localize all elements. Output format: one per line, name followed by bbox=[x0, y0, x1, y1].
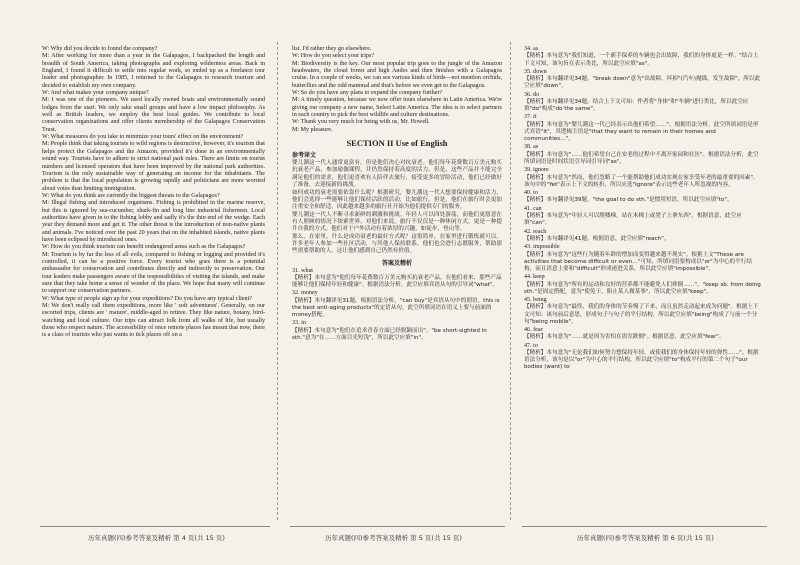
answer-number: 31. what bbox=[292, 267, 313, 274]
text-line: W: What type of people sign up for your expeditions? Do you have any typical client? bbox=[42, 295, 253, 302]
text-line: W: So do you have any plans to expand the company further? bbox=[292, 90, 443, 97]
answer-explanation: 【精析】本句翻译见31题。根据语法分析，"can buy"是宾语从句中的谓语，this is the best anti-aging products"的定语从句，此空所填词语在语义上要与前面的money搭配。 bbox=[292, 297, 500, 319]
answer-number: 36. do bbox=[524, 91, 540, 98]
answer-number: 46. fear bbox=[524, 326, 543, 333]
footer-rule bbox=[290, 526, 505, 527]
answer-explanation: 【精析】本句意为"这些行为随着年龄的增加而变得越来越不现实"。根据上文"These are activities that become difficult or even…"可知，所填词语要构成以"or"为中心的平行结构，而且语意上要和"difficult"形成递进关系，所以此空应填"impossible"。 bbox=[524, 251, 752, 272]
answer-item bbox=[524, 167, 762, 189]
answer-number: 43. impossible bbox=[524, 244, 560, 251]
page-4-column bbox=[30, 0, 275, 565]
answer-number: 33. in bbox=[292, 320, 306, 327]
answer-explanation: 【精析】本句意为"无论我们如何努力想保持年轻，或使我们的身体保持年轻的弹性……"。根据语法分析，该句是以"or"为中心的平行结构，所以此空应填"to"构成平行的第二个句子"our bodies (want) to bbox=[524, 349, 759, 371]
answer-explanation: 【精析】本句意为"婴儿潮这一代已经表示出他们希望……"。根据语法分析，此空所填词语是形式宾语"it"，其逻辑主语是"that they want to remain in their homes and communities…"。 bbox=[524, 121, 759, 143]
answer-number: 34. as bbox=[524, 46, 539, 52]
text-line: M: My pleasure. bbox=[292, 126, 333, 133]
text-line: M: We don't really call them expeditions, more like ' soft adventures'. Generally, on our escorted trips, clients are ' mature', middle-aged to retiree. They like nature, botany, bird-watching and local culture. Our trips can attract folk from all walks of life, but usually those who respect nature. The accessibility of once remote places has meant that now, there is a class of tourists who just wants to tick places off on a bbox=[42, 303, 265, 339]
answer-item bbox=[292, 268, 502, 290]
text-line: W: How do you select your trips? bbox=[292, 53, 375, 60]
footer-rule bbox=[522, 526, 767, 527]
page-footer: 历年真题(四)参考答案及精析 第 5 页(共 15 页) bbox=[325, 534, 462, 542]
answer-item bbox=[524, 206, 762, 228]
answer-item bbox=[524, 274, 762, 296]
dialogue-text bbox=[292, 46, 502, 134]
answer-item bbox=[524, 92, 762, 114]
answer-number: 42. reach bbox=[524, 228, 547, 235]
answer-number: 35. down bbox=[524, 68, 547, 75]
page-6-column bbox=[512, 0, 772, 565]
page-footer: 历年真题(四)参考答案及精析 第 6 页(共 15 页) bbox=[577, 534, 714, 542]
answer-number: 38. as bbox=[524, 144, 539, 151]
text-line: W: Why did you decide to found the company? bbox=[42, 46, 158, 52]
answer-explanation: 【精析】本句意为"他们在追求青春方面已经脱颖而出"。"be short-sighted in sth."意为"在……方面目光短浅"，所以此空应填"in"。 bbox=[292, 327, 487, 342]
answers-title: 答案及精析 bbox=[381, 259, 412, 267]
text-line: M: Tourism is by far the less of all evils, compared to fishing or logging and provided it's controlled, it can be a positive force. Every tourist who goes there is a potential ambassador for conservation and contributes directly and indirectly to preservation. Our tour leaders make passengers aware of the responsibilities of visiting the islands, and make sure that they take home a sense of wonder of the place. We hope that many will continue to support our conservation partners. bbox=[42, 251, 265, 295]
answer-number: 39. ignore bbox=[524, 167, 549, 174]
translation-title: 参考译文 bbox=[292, 152, 317, 160]
answer-item bbox=[292, 320, 502, 342]
text-line: M: I was one of the pioneers. We used locally owned boats and environmentally sound lodges from the start. We only take small groups and have a low impact philosophy. As well as British leaders, we employ the best local guides. We contribute to local conservation organizations and offer clients membership of the Galapagos Conservation Trust. bbox=[42, 97, 265, 133]
answer-explanation: 【精析】本句意为"我们知道，一个新手保养的车辆也会出故障，我们的身体更是一样。"结合上下文可知，该句旨在表示类比，所以此空应填"as"。 bbox=[524, 53, 759, 67]
text-line: 婴儿潮这一代人不断寻求新鲜的刺激和挑战。年轻人可以四处游荡，而他们更愿意在有人照顾的情况下探索世界。对他们来说，旅行不仅仅是一种休闲方式，更是一种提升自我的方式。他们对于户外活动有着浓厚的兴趣，如徒步、登山等。 bbox=[292, 211, 502, 233]
text-line: list. I'd rather they go elsewhere. bbox=[292, 46, 372, 52]
answer-explanation: 【精析】本句意为"年轻人可以爬楼梯，站在木梯上或凳子上拿东西"。根据语意，此空应填"can"。 bbox=[524, 213, 742, 227]
text-line: M: A timely question, because we now offer tours elsewhere in Latin America. We're giving our company a new name, Select Latin America. The idea is to select partners in each country to pick the best wildlife and culture destinations. bbox=[292, 97, 502, 119]
answer-item bbox=[524, 327, 762, 342]
answer-number: 47. to bbox=[524, 342, 538, 349]
answer-explanation: 【精析】本句意为"他们每年花费数百万美元购买抗衰老产品，在他们看来，那些产品能够让他们保持年轻和健康"。根据语法分析，此空应填宾语从句的引导词"what"。 bbox=[292, 275, 502, 289]
answer-item bbox=[524, 190, 762, 205]
answer-item bbox=[524, 46, 762, 68]
answer-explanation: 【精析】本句翻译见34题。"break down"意为"出故障，坏掉"(汽车)抛锚，发生故障"，所以此空应填"down"。 bbox=[524, 76, 761, 90]
text-line: 婴儿潮这一代人通常更富有，但是他们决心对抗衰老。他们每年花费数百万美元购买抗衰老产品，参加瑜伽课程，并仍然保持着高度的活力。但是，这些产品并不能完全满足他们的需求。他们更喜欢有人陪伴去旅行，接受更多的冒险活动，他们已经做好了准备，去迎接新的挑战。 bbox=[292, 160, 502, 189]
text-line: M: Biodiversity is the key. Our most popular trip goes to the jungle of the Amazon headwaters, the cloud forest and high Andes and then finishes with a Galapagos cruise. In a couple of weeks, we can see various kinds of birds—not mention orchids, butterflies and the odd mammal and that's before we even get to the Galapagos. bbox=[292, 60, 502, 89]
dialogue-text bbox=[42, 46, 265, 340]
answer-explanation: 【精析】本句翻译见41题。根据语意，此空应填"reach"。 bbox=[524, 235, 670, 242]
answer-number: 44. keep bbox=[524, 274, 545, 281]
answer-item bbox=[524, 244, 762, 273]
text-line: W: How do you think tourism can benefit endangered areas such as the Galapagos? bbox=[42, 244, 246, 251]
section-heading: SECTION II Use of English bbox=[346, 138, 448, 149]
answer-item bbox=[292, 290, 502, 319]
answer-explanation: 【精析】本句意为"最终，我们的身体的节奏慢了下来，而且虽然走动起来成为问题"。根据上下文可知：该句前后意思，形成句子与句子的平行结构，所以此空应填"being"构成了与前一个分句"being mobile"。 bbox=[524, 304, 759, 325]
text-line: W: And what makes your company unique? bbox=[42, 90, 149, 97]
answer-explanation: 【精析】本句意为"……就是因为害怕在浴室跌倒"。根据语意，此空应填"fear"。 bbox=[524, 334, 725, 341]
answer-number: 37. it bbox=[524, 114, 537, 121]
answer-list bbox=[292, 268, 502, 343]
answer-number: 40. to bbox=[524, 190, 538, 197]
answer-item bbox=[524, 297, 762, 326]
answer-number: 41. can bbox=[524, 205, 542, 212]
text-line: W: What measures do you take to minimize your tours' effect on the environment? bbox=[42, 134, 244, 141]
answer-explanation: 【精析】本句翻译见34题。结合上下文可知：作者将"身体"和"车辆"进行类比，所以此空应填"do"构成"do the same"。 bbox=[524, 99, 749, 113]
answer-item bbox=[524, 144, 762, 166]
page-5-column bbox=[280, 0, 512, 565]
column-divider bbox=[510, 42, 511, 520]
answer-explanation: 【精析】本句意为"所有的运动和良好的营养都不能避免人们摔倒……"。"keep sb. from doing sth."是固定搭配，意为"使免于，阻止某人做某事"，所以此空应填"keep"。 bbox=[524, 281, 761, 295]
page-footer: 历年真题(四)参考答案及精析 第 4 页(共 15 页) bbox=[88, 534, 225, 542]
text-line: W: Thank you very much for being with us, Mr. Howell. bbox=[292, 119, 430, 126]
text-line: M: People think that taking tourists to wild regions is destructive, however, it's tourism that helps protect the Galapagos and the Amazon, provided it's done in an environmentally sound way. Tourists have to adhere to strict national park rules. There are limits on tourist numbers and licensed operators that have been improved by the national park authorities. Tourism is the only sustainable way of generating an income for the inhabitants. The problem is that the local population is growing rapidly and politicians are more worried about votes than limiting immigration. bbox=[42, 141, 265, 192]
answer-explanation: 【精析】本句意为"然而，他们忽略了一个能帮助他们成功实现在家享受年老的最重要的因素"。该句中的"Yet"表示上下文的转折，所以应选"ignore"表示这些老年人所忽视的内容。 bbox=[524, 174, 759, 188]
answer-explanation: 【精析】本句翻译见39题。"the goal to do sth."是惯用短语，所以此空应填"to"。 bbox=[524, 197, 733, 204]
answer-number: 45. being bbox=[524, 296, 547, 303]
answer-item bbox=[524, 69, 762, 91]
answer-list bbox=[524, 46, 762, 372]
answer-item bbox=[524, 114, 762, 143]
footer-rule bbox=[40, 526, 270, 527]
answer-number: 32. money bbox=[292, 290, 318, 297]
answer-item bbox=[524, 343, 762, 372]
text-line: 如何成功的衰老需要依靠什么呢？根据研究，婴儿潮这一代人想要保持健康和活力，他们会选择一些能够让他们保持活跃的活动，比如旅行。但是，他们在旅行时会更加注重安全和舒适，因此越来越多的旅行社开始为他们提供专门的服务。 bbox=[292, 189, 502, 211]
text-line: M: Illegal fishing and introduced organisms. Fishing is prohibited in the marine reserve, but this is ignored by sea-cucumber, shark-fin and long line industrial fishermen. Local authorities have given in to the fishing lobby and sadly it's the thin end of the wedge. Each year they demand more and get it. The other threat is the introduction of non-native plants and animals. I've noticed over the past 20 years that on the inhabited islands, native plants have been eclipsed by introduced ones. bbox=[42, 200, 265, 243]
text-line: 那么，在家里，什么是成功衰老的最好方式呢？这很简单，在家里进行锻炼就可以。许多老年人参加一些社区活动，与其他人保持联系。他们也会进行志愿服务，帮助那些需要帮助的人，这让他们感到自己仍然有价值。 bbox=[292, 233, 502, 255]
text-line: M: After working for more than a year in the Galapagos, I backpacked the length and breadth of South America, taking photographs and exploring wilderness areas. Back in England, I found it difficult to settle into regular work, so ended up as a freelance tour leader and photographer. In 1985, I returned to the Galapagos to research tourism and decided to establish my own company. bbox=[42, 53, 265, 89]
text-line: W: What do you think are currently the biggest threats to the Galapagos? bbox=[42, 192, 220, 199]
translation-text bbox=[292, 160, 502, 255]
column-divider bbox=[277, 42, 278, 520]
answer-item bbox=[524, 229, 762, 244]
answer-explanation: 【精析】本句意为"……他们希望自己在安老的过程中不离开家园和社区"。根据语法分析，此空所填词语是时间状语引导词引导词"as"。 bbox=[524, 151, 759, 166]
